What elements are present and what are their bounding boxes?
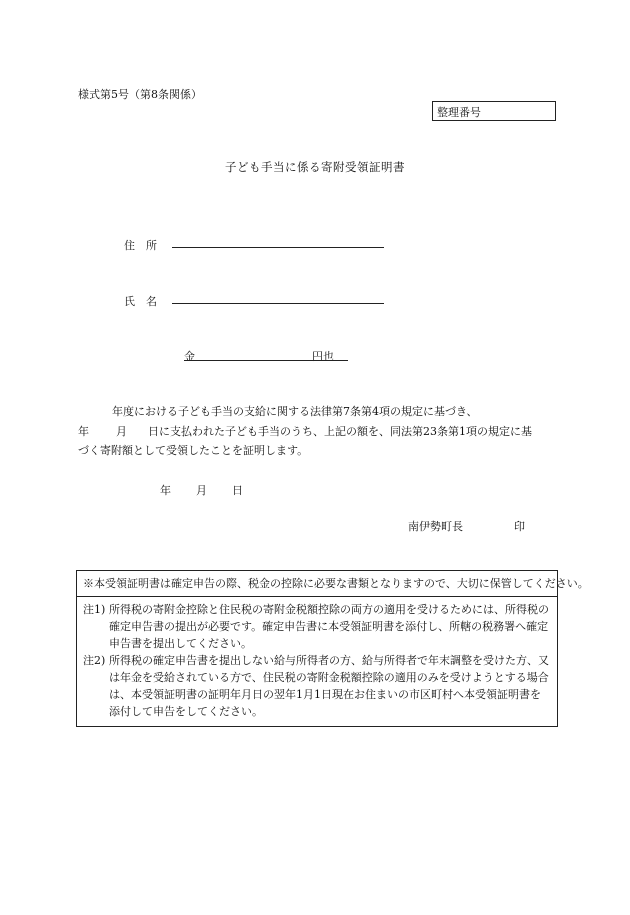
- body-line-3: づく寄附額として受領したことを証明します。: [78, 444, 309, 457]
- seal-mark: 印: [514, 520, 525, 533]
- address-label: 住 所: [124, 239, 157, 252]
- body-line-1: 年度における子ども手当の支給に関する法律第7条第4項の規定に基づき、: [112, 405, 478, 418]
- reference-number-label: 整理番号: [437, 106, 481, 119]
- note-item: [83, 652, 551, 720]
- important-notice-text: ※本受領証明書は確定申告の際、税金の控除に必要な書類となりますので、大切に保管してください。: [83, 577, 589, 590]
- date-month: 月: [196, 484, 207, 497]
- notes-box: [76, 570, 589, 727]
- body-year: 年: [78, 425, 89, 438]
- amount-prefix: 金: [184, 350, 195, 363]
- date-year: 年: [160, 484, 171, 497]
- note-item: [83, 601, 551, 652]
- issuer-name: 南伊勢町長: [408, 520, 463, 533]
- name-label: 氏 名: [124, 295, 157, 308]
- note-2-key: 注2): [83, 654, 106, 667]
- note-1-key: 注1): [83, 603, 106, 616]
- document-title: 子ども手当に係る寄附受領証明書: [225, 160, 405, 174]
- note-2-text: 所得税の確定申告書を提出しない給与所得者の方、給与所得者で年末調整を受けた方、又は年金を受給されている方で、住民税の寄附金税額控除の適用のみを受けようとする場合は、本受領証明書の証明年月日の翌年1月1日現在お住まいの市区町村へ本受領証明書を添付して申告をしてください。: [109, 654, 549, 718]
- body-line-2: 日に支払われた子ども手当のうち、上記の額を、同法第23条第1項の規定に基: [148, 425, 532, 438]
- date-day: 日: [232, 484, 243, 497]
- reference-number-box[interactable]: [432, 101, 556, 121]
- form-number: 様式第5号（第8条関係）: [78, 88, 202, 101]
- address-line[interactable]: [172, 247, 384, 248]
- notes-list: [77, 597, 557, 726]
- amount-suffix: 円也: [312, 350, 334, 363]
- body-month: 月: [116, 425, 127, 438]
- note-1-text: 所得税の寄附金控除と住民税の寄附金税額控除の両方の適用を受けるためには、所得税の確定申告書の提出が必要です。確定申告書に本受領証明書を添付し、所轄の税務署へ確定申告書を提出してください。: [109, 603, 549, 650]
- name-line[interactable]: [172, 303, 384, 304]
- important-notice: [77, 571, 589, 597]
- amount-line[interactable]: [184, 360, 348, 361]
